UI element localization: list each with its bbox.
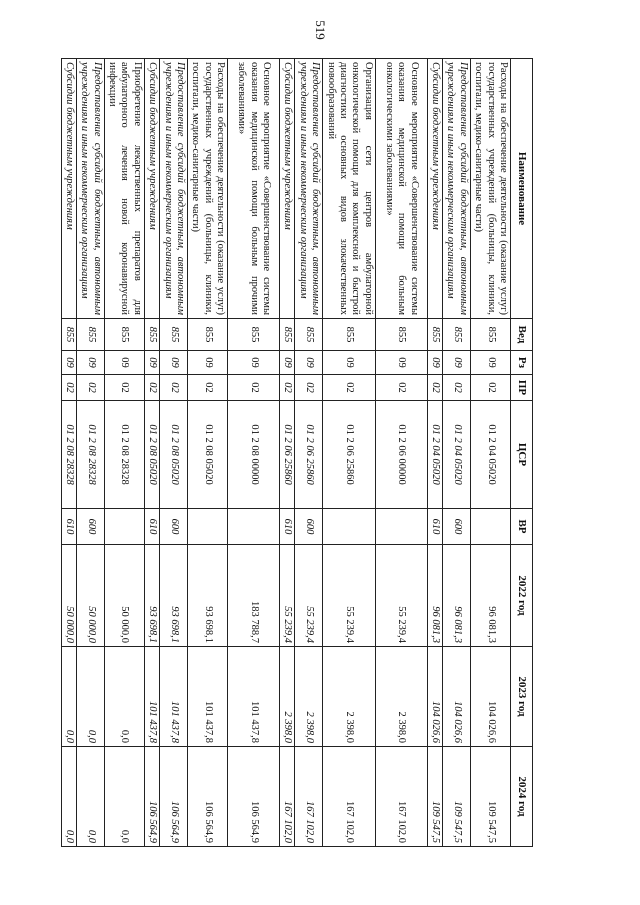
row-vr: 610 bbox=[61, 509, 76, 545]
row-2022: 55 239,4 bbox=[323, 545, 376, 647]
table-row bbox=[188, 59, 228, 847]
page-number: 519 bbox=[313, 20, 328, 40]
row-2022: 96 081,3 bbox=[470, 545, 510, 647]
row-2024: 167 102,0 bbox=[323, 747, 376, 847]
row-2024: 109 547,5 bbox=[470, 747, 510, 847]
row-pr: 02 bbox=[427, 375, 442, 401]
row-rz: 09 bbox=[295, 351, 323, 375]
row-ved: 855 bbox=[323, 319, 376, 351]
table-row bbox=[443, 59, 471, 847]
row-csr: 01 2 06 25860 bbox=[323, 401, 376, 509]
table-row bbox=[470, 59, 510, 847]
row-rz: 09 bbox=[280, 351, 295, 375]
row-2024: 0,0 bbox=[104, 747, 144, 847]
page-body bbox=[64, 58, 533, 846]
row-csr: 01 2 08 28328 bbox=[104, 401, 144, 509]
row-2023: 2 398,0 bbox=[280, 647, 295, 747]
table-row bbox=[280, 59, 295, 847]
row-2022: 96 081,3 bbox=[427, 545, 442, 647]
row-pr: 02 bbox=[375, 375, 427, 401]
row-2023: 2 398,0 bbox=[375, 647, 427, 747]
row-2022: 55 239,4 bbox=[280, 545, 295, 647]
row-name: Приобретение лекарственных препаратов для амбулаторного лечения новой коронавирусной инфекции bbox=[104, 59, 144, 319]
row-rz: 09 bbox=[323, 351, 376, 375]
row-pr: 02 bbox=[295, 375, 323, 401]
table-row bbox=[427, 59, 442, 847]
row-csr: 01 2 04 05020 bbox=[443, 401, 471, 509]
row-ved: 855 bbox=[160, 319, 188, 351]
row-name: Основное мероприятие «Совершенствование системы оказания медицинской помощи больным прочими заболеваниями» bbox=[228, 59, 280, 319]
row-2022: 55 239,4 bbox=[375, 545, 427, 647]
row-name: Субсидии бюджетным учреждениям bbox=[427, 59, 442, 319]
row-2024: 109 547,5 bbox=[443, 747, 471, 847]
row-name: Субсидии бюджетным учреждениям bbox=[280, 59, 295, 319]
row-2023: 101 437,8 bbox=[228, 647, 280, 747]
row-name: Предоставление субсидий бюджетным, автономным учреждениям и иным некоммерческим организациям bbox=[295, 59, 323, 319]
row-rz: 09 bbox=[160, 351, 188, 375]
row-2022: 50 000,0 bbox=[104, 545, 144, 647]
row-name: Организация сети центров амбулаторной онкологической помощи для комплексной и быстрой диагностики основных видов злокачественных новообразований bbox=[323, 59, 376, 319]
row-pr: 02 bbox=[77, 375, 105, 401]
row-vr bbox=[188, 509, 228, 545]
row-ved: 855 bbox=[77, 319, 105, 351]
row-ved: 855 bbox=[427, 319, 442, 351]
row-2022: 96 081,3 bbox=[443, 545, 471, 647]
row-pr: 02 bbox=[160, 375, 188, 401]
row-vr: 600 bbox=[443, 509, 471, 545]
row-csr: 01 2 04 05020 bbox=[427, 401, 442, 509]
row-2022: 55 239,4 bbox=[295, 545, 323, 647]
row-name: Субсидии бюджетным учреждениям bbox=[61, 59, 76, 319]
row-2024: 0,0 bbox=[77, 747, 105, 847]
table-row bbox=[323, 59, 376, 847]
row-2023: 101 437,8 bbox=[188, 647, 228, 747]
table-header-row bbox=[511, 59, 533, 847]
row-2023: 101 437,8 bbox=[160, 647, 188, 747]
rotated-table-wrapper bbox=[64, 58, 533, 846]
row-rz: 09 bbox=[443, 351, 471, 375]
row-2023: 104 026,6 bbox=[427, 647, 442, 747]
row-vr: 610 bbox=[280, 509, 295, 545]
row-2024: 106 564,9 bbox=[144, 747, 159, 847]
row-2023: 0,0 bbox=[77, 647, 105, 747]
row-rz: 09 bbox=[427, 351, 442, 375]
row-2022: 50 000,0 bbox=[77, 545, 105, 647]
row-2023: 2 398,0 bbox=[295, 647, 323, 747]
row-ved: 855 bbox=[375, 319, 427, 351]
table-row bbox=[104, 59, 144, 847]
header-vr: ВР bbox=[511, 509, 533, 545]
row-rz: 09 bbox=[470, 351, 510, 375]
row-pr: 02 bbox=[470, 375, 510, 401]
header-rz: Рз bbox=[511, 351, 533, 375]
row-name: Расходы на обеспечение деятельности (оказание услуг) государственных учреждений (больницы, клиники, госпитали, медико-санитарные части) bbox=[188, 59, 228, 319]
budget-table bbox=[61, 58, 533, 847]
row-rz: 09 bbox=[61, 351, 76, 375]
header-2024: 2024 год bbox=[511, 747, 533, 847]
row-2024: 109 547,5 bbox=[427, 747, 442, 847]
table-row bbox=[160, 59, 188, 847]
row-2023: 104 026,6 bbox=[443, 647, 471, 747]
row-csr: 01 2 04 05020 bbox=[470, 401, 510, 509]
row-name: Предоставление субсидий бюджетным, автономным учреждениям и иным некоммерческим организациям bbox=[160, 59, 188, 319]
row-ved: 855 bbox=[295, 319, 323, 351]
row-2024: 167 102,0 bbox=[280, 747, 295, 847]
table-row bbox=[77, 59, 105, 847]
row-vr: 600 bbox=[160, 509, 188, 545]
row-pr: 02 bbox=[280, 375, 295, 401]
row-pr: 02 bbox=[144, 375, 159, 401]
row-2024: 167 102,0 bbox=[375, 747, 427, 847]
row-rz: 09 bbox=[144, 351, 159, 375]
row-2024: 106 564,9 bbox=[160, 747, 188, 847]
row-2024: 106 564,9 bbox=[228, 747, 280, 847]
row-2022: 93 698,1 bbox=[144, 545, 159, 647]
row-ved: 855 bbox=[61, 319, 76, 351]
row-pr: 02 bbox=[188, 375, 228, 401]
row-ved: 855 bbox=[144, 319, 159, 351]
row-vr: 610 bbox=[144, 509, 159, 545]
row-name: Основное мероприятие «Совершенствование системы оказания медицинской помощи больным онкологическими заболеваниями» bbox=[375, 59, 427, 319]
header-2022: 2022 год bbox=[511, 545, 533, 647]
row-rz: 09 bbox=[188, 351, 228, 375]
row-ved: 855 bbox=[228, 319, 280, 351]
row-name: Предоставление субсидий бюджетным, автономным учреждениям и иным некоммерческим организациям bbox=[443, 59, 471, 319]
row-csr: 01 2 08 05020 bbox=[160, 401, 188, 509]
row-rz: 09 bbox=[375, 351, 427, 375]
row-pr: 02 bbox=[443, 375, 471, 401]
row-csr: 01 2 08 00000 bbox=[228, 401, 280, 509]
row-csr: 01 2 08 28328 bbox=[77, 401, 105, 509]
row-2024: 167 102,0 bbox=[295, 747, 323, 847]
row-csr: 01 2 08 28328 bbox=[61, 401, 76, 509]
row-csr: 01 2 08 05020 bbox=[188, 401, 228, 509]
table-row bbox=[228, 59, 280, 847]
row-2023: 2 398,0 bbox=[323, 647, 376, 747]
row-csr: 01 2 06 00000 bbox=[375, 401, 427, 509]
row-ved: 855 bbox=[104, 319, 144, 351]
table-row bbox=[61, 59, 76, 847]
row-ved: 855 bbox=[280, 319, 295, 351]
row-vr: 600 bbox=[77, 509, 105, 545]
header-name: Наименование bbox=[511, 59, 533, 319]
header-csr: ЦСР bbox=[511, 401, 533, 509]
row-2023: 0,0 bbox=[104, 647, 144, 747]
table-body bbox=[61, 59, 510, 847]
row-rz: 09 bbox=[228, 351, 280, 375]
row-2024: 106 564,9 bbox=[188, 747, 228, 847]
row-vr bbox=[470, 509, 510, 545]
row-ved: 855 bbox=[470, 319, 510, 351]
row-2022: 183 788,7 bbox=[228, 545, 280, 647]
row-pr: 02 bbox=[61, 375, 76, 401]
row-csr: 01 2 06 25860 bbox=[295, 401, 323, 509]
row-name: Расходы на обеспечение деятельности (оказание услуг) государственных учреждений (больницы, клиники, госпитали, медико-санитарные части) bbox=[470, 59, 510, 319]
header-pr: ПР bbox=[511, 375, 533, 401]
row-2023: 104 026,6 bbox=[470, 647, 510, 747]
row-2023: 0,0 bbox=[61, 647, 76, 747]
row-2024: 0,0 bbox=[61, 747, 76, 847]
row-2023: 101 437,8 bbox=[144, 647, 159, 747]
row-pr: 02 bbox=[323, 375, 376, 401]
table-row bbox=[144, 59, 159, 847]
table-row bbox=[295, 59, 323, 847]
row-rz: 09 bbox=[104, 351, 144, 375]
row-2022: 50 000,0 bbox=[61, 545, 76, 647]
row-vr: 610 bbox=[427, 509, 442, 545]
table-row bbox=[375, 59, 427, 847]
row-name: Предоставление субсидий бюджетным, автономным учреждениям и иным некоммерческим организациям bbox=[77, 59, 105, 319]
header-ved: Вед bbox=[511, 319, 533, 351]
row-vr: 600 bbox=[295, 509, 323, 545]
row-rz: 09 bbox=[77, 351, 105, 375]
row-csr: 01 2 08 05020 bbox=[144, 401, 159, 509]
row-vr bbox=[375, 509, 427, 545]
row-2022: 93 698,1 bbox=[160, 545, 188, 647]
row-ved: 855 bbox=[443, 319, 471, 351]
row-2022: 93 698,1 bbox=[188, 545, 228, 647]
row-ved: 855 bbox=[188, 319, 228, 351]
row-name: Субсидии бюджетным учреждениям bbox=[144, 59, 159, 319]
row-vr bbox=[323, 509, 376, 545]
row-vr bbox=[228, 509, 280, 545]
row-csr: 01 2 06 25860 bbox=[280, 401, 295, 509]
header-2023: 2023 год bbox=[511, 647, 533, 747]
row-vr bbox=[104, 509, 144, 545]
row-pr: 02 bbox=[228, 375, 280, 401]
row-pr: 02 bbox=[104, 375, 144, 401]
